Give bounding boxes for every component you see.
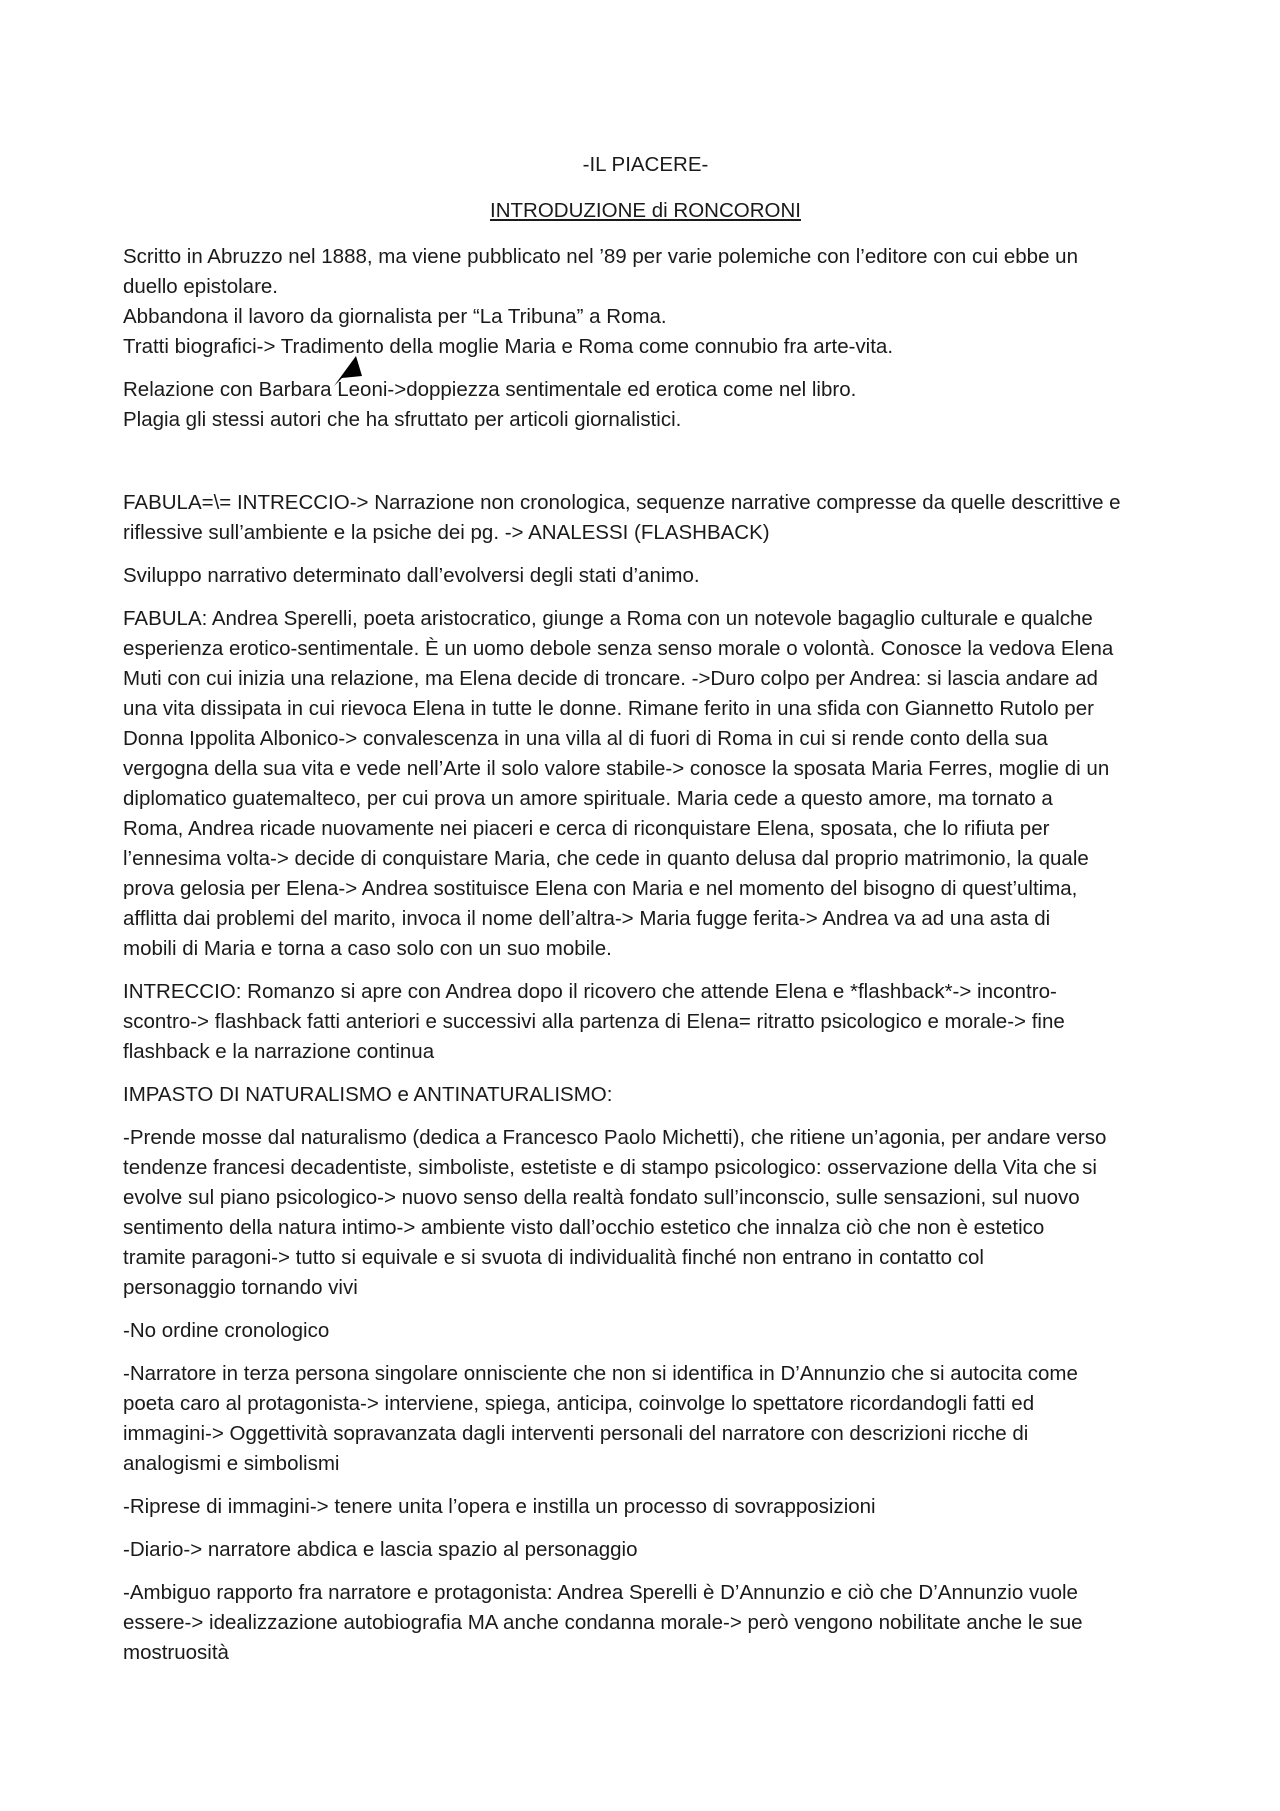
text-line: Sviluppo narrativo determinato dall’evolversi degli stati d’animo. <box>123 564 700 587</box>
text-line: evolve sul piano psicologico-> nuovo senso della realtà fondato sull’inconscio, sulle sensazioni, sul nuovo <box>123 1186 1080 1209</box>
text-line: personaggio tornando vivi <box>123 1276 358 1299</box>
text-line: -Riprese di immagini-> tenere unita l’opera e instilla un processo di sovrapposizioni <box>123 1495 876 1518</box>
text-line: prova gelosia per Elena-> Andrea sostituisce Elena con Maria e nel momento del bisogno di quest’ultima, <box>123 877 1078 900</box>
intro-paragraph-2 <box>123 375 1168 435</box>
text-line: esperienza erotico-sentimentale. È un uomo debole senza senso morale o volontà. Conosce la vedova Elena <box>123 637 1114 660</box>
ambiguo-paragraph <box>123 1578 1168 1668</box>
text-line: IMPASTO DI NATURALISMO e ANTINATURALISMO: <box>123 1083 613 1106</box>
text-line: Donna Ippolita Albonico-> convalescenza in una villa al di fuori di Roma in cui si rende conto della sua <box>123 727 1048 750</box>
narratore-paragraph <box>123 1359 1168 1479</box>
text-line: mostruosità <box>123 1641 229 1664</box>
text-line: analogismi e simbolismi <box>123 1452 340 1475</box>
text-line: scontro-> flashback fatti anteriori e successivi alla partenza di Elena= ritratto psicologico e morale-> fine <box>123 1010 1065 1033</box>
text-line: duello epistolare. <box>123 275 278 298</box>
text-line: poeta caro al protagonista-> interviene, spiega, anticipa, coinvolge lo spettatore ricordandogli fatti ed <box>123 1392 1035 1415</box>
text-line: INTRECCIO: Romanzo si apre con Andrea dopo il ricovero che attende Elena e *flashback*-> incontro- <box>123 980 1057 1003</box>
text-line: -Prende mosse dal naturalismo (dedica a Francesco Paolo Michetti), che ritiene un’agonia, per andare verso <box>123 1126 1107 1149</box>
text-line: immagini-> Oggettività sopravanzata dagli interventi personali del narratore con descrizioni ricche di <box>123 1422 1029 1445</box>
spacer <box>123 448 1168 488</box>
text-line: sentimento della natura intimo-> ambiente visto dall’occhio estetico che innalza ciò che non è estetico <box>123 1216 1045 1239</box>
text-line: FABULA: Andrea Sperelli, poeta aristocratico, giunge a Roma con un notevole bagaglio culturale e qualche <box>123 607 1093 630</box>
text-line: Plagia gli stessi autori che ha sfruttato per articoli giornalistici. <box>123 408 682 431</box>
fabula-intreccio-paragraph <box>123 488 1168 548</box>
text-line: tramite paragoni-> tutto si equivale e si svuota di individualità finché non entrano in contatto col <box>123 1246 984 1269</box>
impasto-heading <box>123 1080 1168 1110</box>
prende-mosse-paragraph <box>123 1123 1168 1303</box>
text-line: -Narratore in terza persona singolare onnisciente che non si identifica in D’Annunzio che si autocita come <box>123 1362 1078 1385</box>
text-line: -Diario-> narratore abdica e lascia spazio al personaggio <box>123 1538 638 1561</box>
text-line: Scritto in Abruzzo nel 1888, ma viene pubblicato nel ’89 per varie polemiche con l’editore con cui ebbe un <box>123 245 1078 268</box>
text-line: mobili di Maria e torna a caso solo con un suo mobile. <box>123 937 612 960</box>
text-line: Abbandona il lavoro da giornalista per “La Tribuna” a Roma. <box>123 305 667 328</box>
text-line: afflitta dai problemi del marito, invoca il nome dell’altra-> Maria fugge ferita-> Andrea va ad una asta di <box>123 907 1051 930</box>
text-line: vergogna della sua vita e vede nell’Arte il solo valore stabile-> conosce la sposata Maria Ferres, moglie di un <box>123 757 1110 780</box>
fabula-paragraph <box>123 604 1168 964</box>
text-line: Roma, Andrea ricade nuovamente nei piaceri e cerca di riconquistare Elena, sposata, che lo rifiuta per <box>123 817 1050 840</box>
intro-paragraph-1 <box>123 242 1168 362</box>
text-line: Relazione con Barbara Leoni->doppiezza sentimentale ed erotica come nel libro. <box>123 378 857 401</box>
text-line: flashback e la narrazione continua <box>123 1040 435 1063</box>
document-title: -IL PIACERE- <box>582 153 709 176</box>
text-line: l’ennesima volta-> decide di conquistare Maria, che cede in quanto delusa dal proprio matrimonio, la quale <box>123 847 1089 870</box>
document-subtitle: INTRODUZIONE di RONCORONI <box>490 199 801 222</box>
mouse-pointer-icon <box>332 354 362 388</box>
text-line: Muti con cui inizia una relazione, ma Elena decide di troncare. ->Duro colpo per Andrea: si lascia andare ad <box>123 667 1098 690</box>
no-ordine-paragraph <box>123 1316 1168 1346</box>
document-page <box>123 150 1168 1681</box>
text-line: riflessive sull’ambiente e la psiche dei pg. -> ANALESSI (FLASHBACK) <box>123 521 770 544</box>
text-line: Tratti biografici-> Tradimento della moglie Maria e Roma come connubio fra arte-vita. <box>123 335 894 358</box>
text-line: -Ambiguo rapporto fra narratore e protagonista: Andrea Sperelli è D’Annunzio e ciò che D’Annunzio vuole <box>123 1581 1078 1604</box>
text-line: tendenze francesi decadentiste, simboliste, estetiste e di stampo psicologico: osservazione della Vita che si <box>123 1156 1097 1179</box>
text-line: una vita dissipata in cui rievoca Elena in tutte le donne. Rimane ferito in una sfida con Giannetto Rutolo per <box>123 697 1094 720</box>
text-line: FABULA=\= INTRECCIO-> Narrazione non cronologica, sequenze narrative compresse da quelle descrittive e <box>123 491 1121 514</box>
text-line: -No ordine cronologico <box>123 1319 330 1342</box>
text-line: diplomatico guatemalteco, per cui prova un amore spirituale. Maria cede a questo amore, ma tornato a <box>123 787 1053 810</box>
text-line: essere-> idealizzazione autobiografia MA anche condanna morale-> però vengono nobilitate anche le sue <box>123 1611 1083 1634</box>
intreccio-paragraph <box>123 977 1168 1067</box>
sviluppo-paragraph <box>123 561 1168 591</box>
diario-paragraph <box>123 1535 1168 1565</box>
riprese-paragraph <box>123 1492 1168 1522</box>
